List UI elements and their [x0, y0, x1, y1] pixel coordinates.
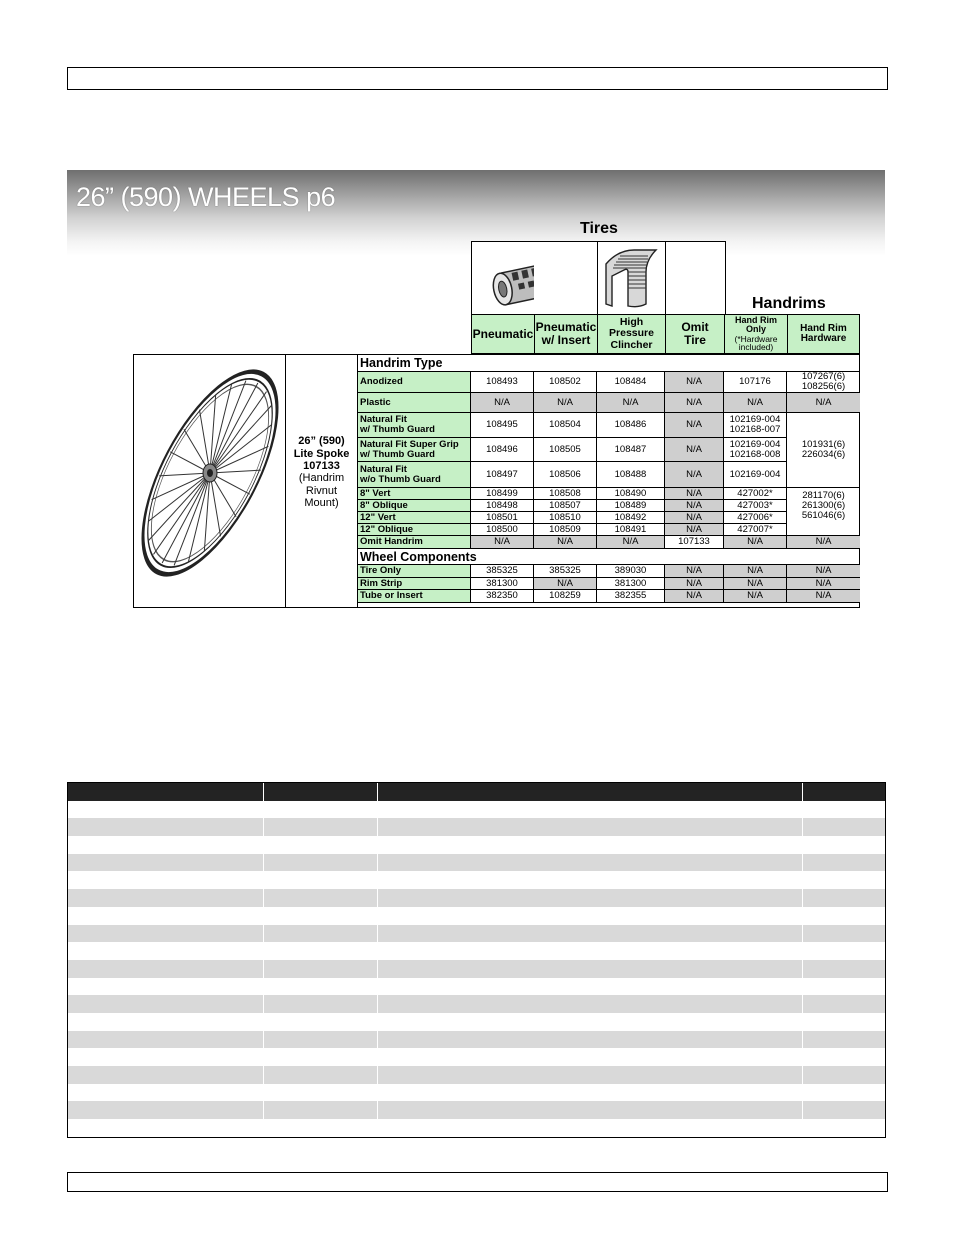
table-row [358, 438, 860, 462]
table-cell [803, 978, 885, 996]
table-cell [378, 1031, 803, 1049]
part-cell: N/A [471, 536, 534, 548]
pneumatic-image-cell [471, 241, 535, 316]
table-cell [68, 925, 264, 943]
table-cell [378, 871, 803, 889]
table-cell [68, 818, 264, 836]
row-label-line: Omit Handrim [360, 536, 423, 547]
table-row [68, 1031, 885, 1049]
part-cell: 108496 [471, 438, 534, 462]
table-cell [68, 1048, 264, 1066]
part-cell: N/A [787, 578, 860, 589]
table-cell [264, 925, 379, 943]
table-cell [68, 960, 264, 978]
part-cell: N/A [724, 565, 787, 577]
part-cell: 107176 [724, 372, 787, 392]
component-rows [358, 565, 860, 603]
table-cell [264, 1066, 379, 1084]
table-cell [378, 1066, 803, 1084]
table-row [68, 1066, 885, 1084]
table-cell [264, 907, 379, 925]
part-cell: N/A [665, 372, 724, 392]
row-label-line: w/ Thumb Guard [360, 424, 435, 435]
row-label [358, 565, 471, 577]
part-cell: 108486 [597, 413, 665, 438]
table-row [68, 925, 885, 943]
table-cell [68, 942, 264, 960]
part-cell: 107133 [665, 536, 724, 548]
table-row [68, 871, 885, 889]
part-cell: N/A [724, 393, 787, 412]
part-cell: N/A [534, 393, 597, 412]
part-cell: N/A [724, 590, 787, 602]
table-row [68, 978, 885, 996]
row-label-line: Natural Fit [360, 463, 407, 475]
row-label [358, 536, 471, 548]
table-cell [264, 801, 379, 819]
table-cell [803, 1084, 885, 1102]
table-cell [803, 907, 885, 925]
table-cell [378, 925, 803, 943]
part-cell: 102169-004 [724, 462, 787, 487]
table-cell [803, 1048, 885, 1066]
table-row [68, 854, 885, 872]
table-row [358, 488, 860, 500]
part-cell: N/A [665, 590, 724, 602]
part-cell: 108501 [471, 512, 534, 524]
table-row [68, 907, 885, 925]
table-row [68, 1048, 885, 1066]
table-cell [378, 836, 803, 854]
part-cell: 385325 [534, 565, 597, 577]
table-cell [68, 854, 264, 872]
table-cell [803, 942, 885, 960]
part-cell: N/A [597, 393, 665, 412]
table-cell [68, 907, 264, 925]
row-label-line: Tire Only [360, 565, 402, 576]
table-cell [264, 1013, 379, 1031]
part-cell: N/A [665, 578, 724, 589]
table-cell [803, 801, 885, 819]
part-cell: N/A [665, 565, 724, 577]
row-label-line: 8" Oblique [360, 499, 408, 511]
table-row [68, 1101, 885, 1119]
table-cell [68, 1013, 264, 1031]
row-label-line: w/o Thumb Guard [360, 473, 441, 485]
part-cell: 381300 [597, 578, 665, 589]
table-row [68, 889, 885, 907]
part-cell: N/A [597, 536, 665, 548]
table-cell [378, 889, 803, 907]
wheel-name: Lite Spoke [293, 447, 350, 460]
row-label [358, 372, 471, 392]
banner-title: 26” (590) WHEELS p6 [76, 182, 336, 212]
part-cell [787, 462, 860, 487]
row-label [358, 578, 471, 589]
table-cell [378, 1101, 803, 1119]
row-label-line: 12" Oblique [360, 523, 414, 535]
table-cell [264, 960, 379, 978]
table-cell [378, 960, 803, 978]
row-label-line: Natural Fit Super Grip [360, 438, 459, 450]
tires-group-label: Tires [580, 220, 618, 237]
col-hand-rim-hardware-label: Hand Rim Hardware [800, 322, 847, 344]
table-cell [68, 1066, 264, 1084]
table-cell [803, 889, 885, 907]
table-cell [68, 1031, 264, 1049]
table-cell [264, 978, 379, 996]
table-row [358, 462, 860, 488]
part-cell: 381300 [471, 578, 534, 589]
table-row [68, 1013, 885, 1031]
table-header-row [68, 783, 885, 801]
part-cell: 108490 [597, 488, 665, 500]
table-cell [803, 960, 885, 978]
part-cell: 108484 [597, 372, 665, 392]
row-label [358, 590, 471, 602]
table-cell [68, 1084, 264, 1102]
row-label-line: Plastic [360, 396, 391, 408]
row-label [358, 500, 471, 512]
part-cell: 108502 [534, 372, 597, 392]
table-cell [378, 907, 803, 925]
part-cell: N/A [534, 536, 597, 548]
table-cell [803, 818, 885, 836]
wheel-title [286, 435, 357, 473]
row-label-line: 12" Vert [360, 511, 396, 523]
col-hand-rim-only-label: Hand Rim Only [734, 314, 777, 335]
table-cell [68, 995, 264, 1013]
handrims-group-label: Handrims [752, 295, 826, 312]
table-row [358, 512, 860, 524]
table-row [358, 393, 860, 413]
part-cell: N/A [471, 393, 534, 412]
part-cell: N/A [665, 438, 724, 462]
row-label [358, 413, 471, 438]
wheel-icon [134, 355, 285, 607]
table-cell [803, 783, 885, 801]
table-row [68, 942, 885, 960]
table-cell [803, 995, 885, 1013]
part-cell [787, 524, 860, 535]
clincher-image-cell [597, 241, 666, 316]
spoke [153, 473, 210, 554]
part-cell: N/A [787, 565, 860, 577]
part-cell: 108495 [471, 413, 534, 438]
blank-parts-table [67, 782, 886, 1138]
table-cell [68, 783, 264, 801]
table-cell [264, 1084, 379, 1102]
col-omit-tire [665, 314, 724, 354]
part-cell: 108510 [534, 512, 597, 524]
table-cell [68, 836, 264, 854]
part-cell: 108497 [471, 462, 534, 487]
part-cell: 108504 [534, 413, 597, 438]
table-row [68, 995, 885, 1013]
part-cell: N/A [724, 578, 787, 589]
table-cell [264, 783, 379, 801]
table-cell [378, 1119, 803, 1137]
table-cell [264, 1031, 379, 1049]
part-grid [358, 355, 860, 603]
part-cell: 382355 [597, 590, 665, 602]
part-cell: 427006* [724, 512, 787, 524]
part-cell: 108506 [534, 462, 597, 487]
part-cell: N/A [724, 536, 787, 548]
table-row [358, 413, 860, 438]
part-cell: 108505 [534, 438, 597, 462]
table-row [358, 565, 860, 578]
footer-box [67, 1172, 888, 1192]
table-row [358, 524, 860, 536]
table-cell [803, 1031, 885, 1049]
wheel-mount-text: (Handrim Rivnut Mount) [298, 472, 345, 509]
part-cell: 108488 [597, 462, 665, 487]
part-cell: 107267(6) 108256(6) [801, 371, 846, 392]
table-cell [68, 978, 264, 996]
part-cell: 108500 [471, 524, 534, 535]
part-cell: N/A [534, 578, 597, 589]
table-row [68, 801, 885, 819]
part-cell: N/A [665, 512, 724, 524]
table-cell [378, 783, 803, 801]
table-cell [803, 1066, 885, 1084]
table-cell [378, 818, 803, 836]
spoke [159, 473, 210, 476]
table-cell [803, 925, 885, 943]
col-hp-clincher-label: High Pressure Clincher [609, 316, 654, 351]
row-label [358, 488, 471, 500]
table-cell [378, 1013, 803, 1031]
table-cell [68, 1101, 264, 1119]
part-cell: 108499 [471, 488, 534, 500]
row-label-line: Tube or Insert [360, 590, 423, 601]
table-cell [803, 854, 885, 872]
table-row [358, 590, 860, 603]
table-cell [264, 818, 379, 836]
part-cell: N/A [787, 536, 860, 548]
part-cell: 382350 [471, 590, 534, 602]
omit-tire-image-cell [665, 241, 726, 316]
row-label [358, 524, 471, 535]
part-cell: 102169-004 102168-008 [724, 438, 787, 462]
part-cell: 108507 [534, 500, 597, 512]
row-label [358, 438, 471, 462]
table-cell [264, 995, 379, 1013]
row-label-line: Rim Strip [360, 577, 403, 589]
part-cell: 108493 [471, 372, 534, 392]
part-cell: 108498 [471, 500, 534, 512]
wheel-size: 26” (590) [298, 435, 345, 447]
part-cell: 427002* [724, 488, 787, 500]
table-cell [68, 871, 264, 889]
pneumatic-insert-image-cell [534, 241, 597, 316]
table-row [68, 836, 885, 854]
col-pneumatic-insert [534, 314, 597, 354]
part-cell: 108259 [534, 590, 597, 602]
table-cell [803, 1013, 885, 1031]
table-cell [68, 1119, 264, 1137]
part-cell: 101931(6) 226034(6) [801, 439, 846, 460]
part-cell: 427007* [724, 524, 787, 535]
table-cell [264, 1119, 379, 1137]
table-cell [68, 801, 264, 819]
header-box [67, 67, 888, 90]
table-cell [803, 1101, 885, 1119]
part-cell: N/A [665, 413, 724, 438]
part-cell: 108487 [597, 438, 665, 462]
part-cell: 108489 [597, 500, 665, 512]
table-cell [378, 942, 803, 960]
col-hp-clincher [597, 314, 665, 354]
section-wheel-components: Wheel Components [358, 549, 860, 565]
wheel-part-number: 107133 [303, 460, 340, 472]
col-pneumatic-insert-label: Pneumatic w/ Insert [535, 320, 597, 347]
table-cell [264, 854, 379, 872]
table-cell [803, 871, 885, 889]
table-cell [378, 978, 803, 996]
table-row [358, 578, 860, 590]
table-cell [264, 1101, 379, 1119]
clincher-tire-icon [598, 242, 666, 315]
row-label-line: Anodized [360, 376, 403, 387]
section-handrim-type: Handrim Type [358, 355, 860, 372]
col-hand-rim-hardware [787, 314, 860, 354]
part-cell: 385325 [471, 565, 534, 577]
spoke [210, 392, 267, 473]
table-cell [264, 889, 379, 907]
table-row [68, 960, 885, 978]
part-cell: N/A [787, 590, 860, 602]
table-cell [378, 801, 803, 819]
row-label [358, 462, 471, 487]
table-cell [803, 836, 885, 854]
part-cell: N/A [665, 524, 724, 535]
table-cell [264, 871, 379, 889]
col-pneumatic [471, 314, 534, 354]
wheel-mount [286, 472, 357, 510]
part-cell [787, 512, 860, 524]
row-label [358, 512, 471, 524]
row-label-line: 8" Vert [360, 487, 391, 499]
part-cell: 108508 [534, 488, 597, 500]
part-cell: 389030 [597, 565, 665, 577]
col-hand-rim-only [724, 314, 787, 354]
part-cell: N/A [665, 462, 724, 487]
part-cell [787, 413, 860, 438]
col-omit-tire-label: Omit Tire [681, 320, 709, 347]
part-cell: N/A [665, 393, 724, 412]
handrim-rows [358, 372, 860, 549]
col-pneumatic-label: Pneumatic [472, 326, 534, 341]
part-cell: N/A [787, 393, 860, 412]
table-row [68, 818, 885, 836]
table-row [68, 1084, 885, 1102]
col-hand-rim-only-note: (*Hardware included) [734, 333, 778, 353]
table-cell [264, 836, 379, 854]
part-cell: 108492 [597, 512, 665, 524]
table-row [358, 536, 860, 549]
table-cell [378, 1084, 803, 1102]
part-cell: 427003* [724, 500, 787, 512]
table-cell [378, 995, 803, 1013]
table-cell [68, 889, 264, 907]
table-cell [264, 942, 379, 960]
table-row [358, 372, 860, 393]
row-label-line: Natural Fit [360, 414, 407, 425]
part-cell: 108491 [597, 524, 665, 535]
table-cell [378, 1048, 803, 1066]
part-cell: N/A [665, 488, 724, 500]
spoke [210, 470, 261, 473]
table-row [68, 1119, 885, 1137]
table-cell [378, 854, 803, 872]
wheel-description-cell [286, 355, 358, 607]
part-cell: 108509 [534, 524, 597, 535]
table-cell [803, 1119, 885, 1137]
part-cell: 281170(6) 261300(6) 561046(6) [801, 490, 846, 521]
wheel-image-cell [134, 355, 286, 607]
part-cell: N/A [665, 500, 724, 512]
part-cell: 102169-004 102168-007 [724, 413, 787, 438]
table-cell [264, 1048, 379, 1066]
row-label-line: w/ Thumb Guard [360, 448, 435, 460]
row-label [358, 393, 471, 412]
